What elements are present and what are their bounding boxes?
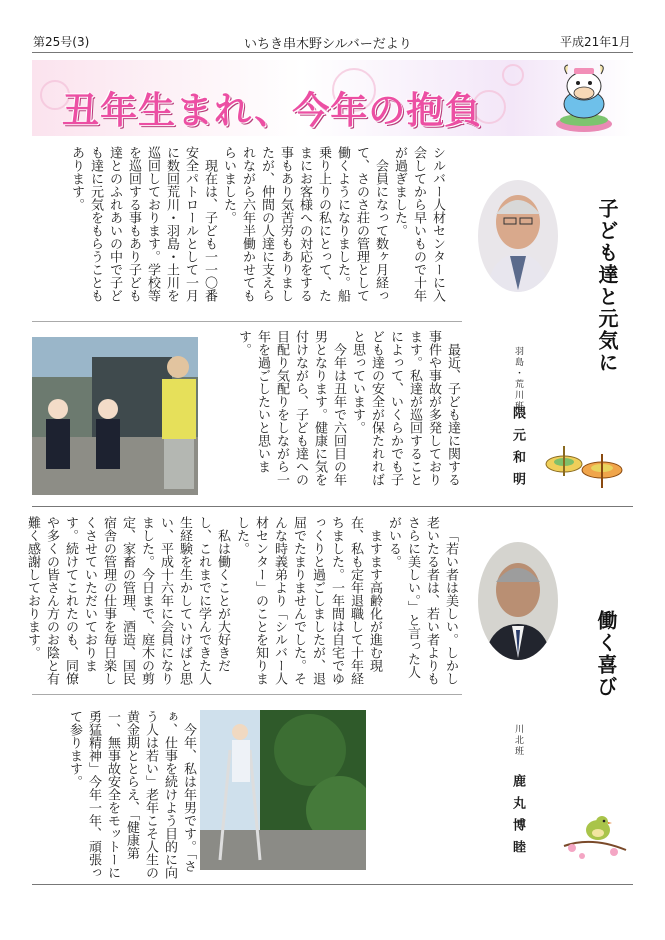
ox-mascot-illustration xyxy=(548,62,620,136)
article1-column-divider xyxy=(32,321,462,322)
article2-paragraph-2: ますます高齢化が進む現在、私も定年退職して十年経ちました。一年間は自宅でゆっくりと過ごしましたが、退屈でたまりませんでした。そんな時義弟より「シルバー人材センター」のことを知りました。 xyxy=(234,516,382,685)
article1-affiliation: 羽島・荒川班 xyxy=(513,346,523,412)
bird-on-branch-illustration xyxy=(562,806,628,864)
article1-column-top xyxy=(36,146,447,314)
article1-paragraph-3: 現在は、子ども一一〇番安全パトロールとして一月に数回荒川・羽島・土川を巡回しております。学校等を巡回する事もあり子ども達とのふれあいの中で子ども達に元気をもらうこともあります。 xyxy=(69,146,217,302)
header-rule xyxy=(32,52,633,53)
issue-number: 第25号(3) xyxy=(33,35,90,49)
page-title: 丑年生まれ、今年の抱負 xyxy=(62,89,483,132)
patrol-photo xyxy=(32,337,198,495)
article1-paragraph-5: 今年は丑年で六回目の年男となります。健康に気を付けながら、子ども達への目配り気配りをしながら一年を過ごしたいと思います。 xyxy=(236,330,346,486)
article2-paragraph-3: 私は働くことが大好きだし、これまでに学んできた人生経験を生かしていけばと思い、平成十六年に会員になりました。今日まで、庭木の剪定、家畜の管理、酒造、国民宿舎の管理の仕事を毎日楽しくさせていただいております。続けてこれたのも、同僚や多くの皆さん方のお陰と有難く感謝しております。 xyxy=(25,516,230,685)
article-divider xyxy=(32,506,633,507)
article2-heading: 働く喜び xyxy=(594,610,618,698)
article1-heading: 子ども達と元気に xyxy=(595,198,619,374)
kamaru-portrait xyxy=(478,542,558,660)
article1-column-bottom xyxy=(208,330,462,498)
footer-rule xyxy=(32,884,633,885)
issue-date: 平成21年1月 xyxy=(560,35,631,49)
article2-paragraph-4: 今年、私は年男です。「さぁ、仕事を続けよう目的に向う人は若い」老年こそ人生の黄金期ととらえ、「健康第一、無事故安全をモットーに勇猛精神」今年一年、頑張って参ります。 xyxy=(67,710,196,879)
article2-author: 鹿丸博睦 xyxy=(510,774,525,862)
pruning-photo xyxy=(200,710,366,870)
article1-paragraph-4: 最近、子ども達に関する事件や事故が多発しております。私達が巡回することによって、いくらかでも子ども達の安全が保たれればと思っています。 xyxy=(350,330,460,486)
article1-author: 隈元和明 xyxy=(510,406,525,494)
kumamoto-portrait xyxy=(478,180,558,292)
article2-column-top xyxy=(25,516,460,688)
article2-paragraph-1: 「若い者は美しい。しかし老いたる者は、若い者よりもさらに美しい。」と言った人がいる。 xyxy=(386,516,458,685)
article2-column-bottom xyxy=(64,710,198,880)
article1-paragraph-1: シルバー人材センターに入会してから早いもので十年が過ぎました。 xyxy=(392,146,445,302)
article2-continued-text xyxy=(372,700,460,870)
newsletter-title: いちき串木野シルバーだより xyxy=(244,37,412,52)
spinning-tops-illustration xyxy=(544,440,626,494)
article1-paragraph-2: 会員になって数ヶ月経って、さのさ荘の管理として働くようになりました。船乗り上りの私にとって、たまにお客様への対応をする事もあり気苦労もありましたが、仲間の人達に支えられながら六年半働かせてもらいました。 xyxy=(221,146,388,302)
article2-affiliation: 川北班 xyxy=(513,724,523,757)
article2-column-divider xyxy=(32,694,462,695)
